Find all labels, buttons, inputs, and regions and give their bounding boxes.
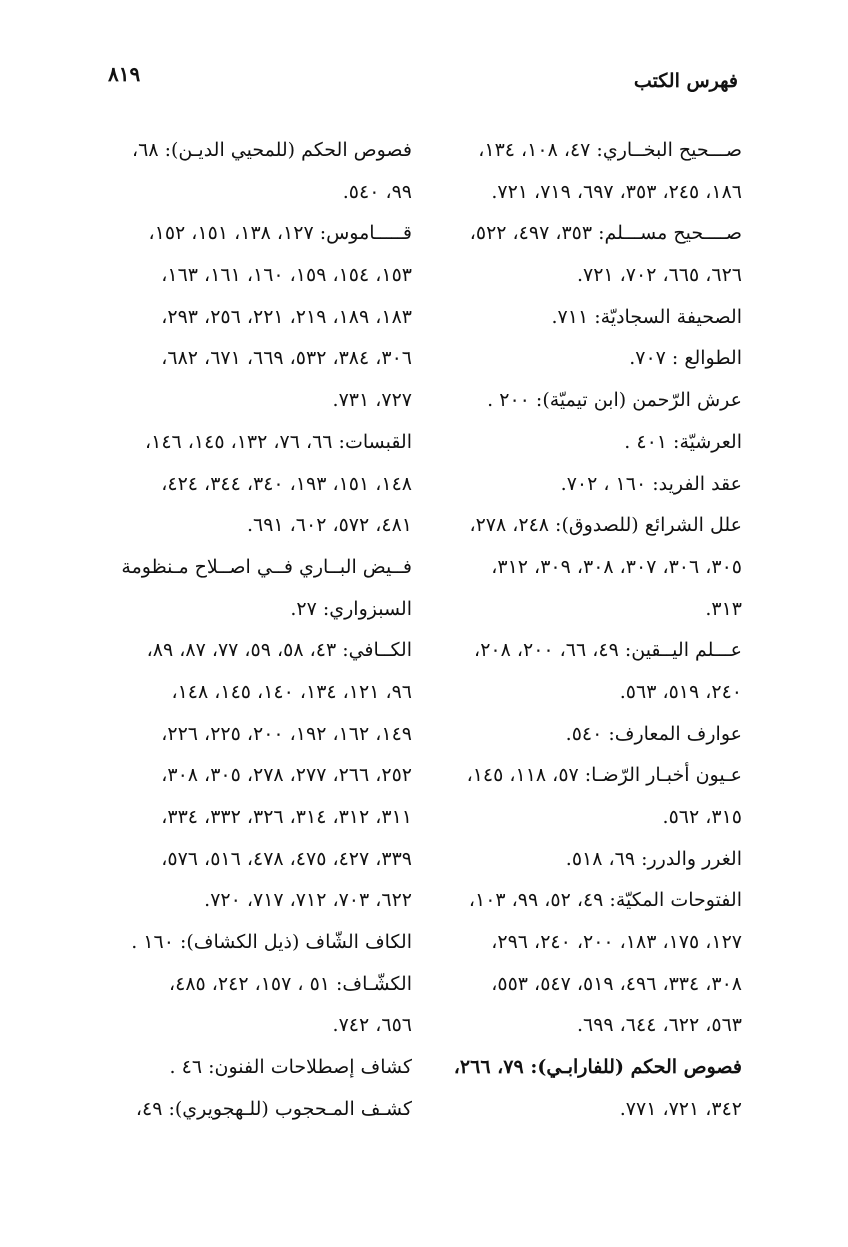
- running-header-title: فهرس الكتب: [633, 70, 738, 92]
- page-number: ٨١٩: [108, 62, 141, 86]
- index-entry-line: عـــلم اليــقين: ٤٩، ٦٦، ٢٠٠، ٢٠٨،: [474, 639, 742, 662]
- index-entry-line: ٩٦، ١٢١، ١٣٤، ١٤٠، ١٤٥، ١٤٨،: [171, 680, 412, 703]
- index-entry-line: ٣٠٦، ٣٨٤، ٥٣٢، ٦٦٩، ٦٧١، ٦٨٢،: [161, 347, 412, 370]
- index-entry-line: صــــحيح مســـلم: ٣٥٣، ٤٩٧، ٥٢٢،: [469, 222, 742, 245]
- index-entry-line: ٣٣٩، ٤٢٧، ٤٧٥، ٤٧٨، ٥١٦، ٥٧٦،: [161, 847, 412, 870]
- index-entry-line: كشاف إصطلاحات الفنون: ٤٦ .: [169, 1056, 412, 1079]
- index-entry-line: ١٤٨، ١٥١، ١٩٣، ٣٤٠، ٣٤٤، ٤٢٤،: [161, 472, 412, 495]
- index-entry-line: الغرر والدرر: ٦٩، ٥١٨.: [565, 847, 742, 870]
- index-entry-line: الطوالع : ٧٠٧.: [629, 347, 742, 370]
- index-entry-line: فصوص الحكم (للفارابـي): ٧٩، ٢٦٦،: [453, 1056, 742, 1079]
- index-entry-line: ٩٩، ٥٤٠.: [342, 180, 412, 203]
- index-entry-line: فصوص الحكم (للمحيي الديـن): ٦٨،: [131, 139, 412, 161]
- index-entry-line: ٧٢٧، ٧٣١.: [332, 389, 412, 412]
- index-entry-line: عرش الرّحمن (ابن تيميّة): ٢٠٠ .: [487, 389, 742, 412]
- index-entry-line: الصحيفة السجاديّة: ٧١١.: [551, 305, 742, 328]
- index-entry-line: ٢٤٠، ٥١٩، ٥٦٣.: [619, 680, 742, 703]
- index-entry-line: علل الشرائع (للصدوق): ٢٤٨، ٢٧٨،: [469, 514, 742, 537]
- index-entry-line: قـــــاموس: ١٢٧، ١٣٨، ١٥١، ١٥٢،: [148, 222, 412, 245]
- index-entry-line: ٣١٥، ٥٦٢.: [662, 806, 742, 828]
- index-entry-line: فــيض البــاري فــي اصــلاح مـنظومة: [121, 555, 412, 578]
- index-entry-line: عـيون أخبـار الرّضـا: ٥٧، ١١٨، ١٤٥،: [466, 764, 742, 787]
- index-entry-line: ٣٠٨، ٣٣٤، ٤٩٦، ٥١٩، ٥٤٧، ٥٥٣،: [491, 972, 742, 995]
- index-entry-line: ٣٠٥، ٣٠٦، ٣٠٧، ٣٠٨، ٣٠٩، ٣١٢،: [491, 555, 742, 578]
- index-entry-line: ٢٥٢، ٢٦٦، ٢٧٧، ٢٧٨، ٣٠٥، ٣٠٨،: [161, 764, 412, 787]
- index-entry-line: ٤٨١، ٥٧٢، ٦٠٢، ٦٩١.: [246, 514, 412, 537]
- index-entry-line: ١٢٧، ١٧٥، ١٨٣، ٢٠٠، ٢٤٠، ٢٩٦،: [491, 931, 742, 954]
- index-entry-line: ٦٢٦، ٦٦٥، ٧٠٢، ٧٢١.: [576, 264, 742, 287]
- index-entry-line: ١٨٦، ٢٤٥، ٣٥٣، ٦٩٧، ٧١٩، ٧٢١.: [491, 180, 742, 203]
- index-entry-line: ٥٦٣، ٦٢٢، ٦٤٤، ٦٩٩.: [576, 1014, 742, 1037]
- index-entry-line: الكــافي: ٤٣، ٥٨، ٥٩، ٧٧، ٨٧، ٨٩،: [146, 639, 412, 662]
- index-entry-line: عقد الفريد: ١٦٠ ، ٧٠٢.: [560, 472, 742, 495]
- index-entry-line: ٦٥٦، ٧٤٢.: [332, 1014, 412, 1037]
- index-column-right: [424, 130, 742, 1131]
- index-entry-line: ٣١٣.: [705, 597, 742, 620]
- index-entry-line: ٦٢٢، ٧٠٣، ٧١٢، ٧١٧، ٧٢٠.: [204, 889, 412, 912]
- index-entry-line: ١٨٣، ١٨٩، ٢١٩، ٢٢١، ٢٥٦، ٢٩٣،: [161, 305, 412, 328]
- index-entry-line: العرشيّة: ٤٠١ .: [624, 430, 742, 453]
- index-entry-line: عوارف المعارف: ٥٤٠.: [565, 722, 742, 745]
- index-entry-line: السبزواري: ٢٧.: [290, 597, 412, 620]
- index-entry-line: ٣٤٢، ٧٢١، ٧٧١.: [619, 1097, 742, 1120]
- index-column-left: [102, 130, 412, 1131]
- index-entry-line: ١٥٣، ١٥٤، ١٥٩، ١٦٠، ١٦١، ١٦٣،: [161, 264, 412, 287]
- index-entry-line: ١٤٩، ١٦٢، ١٩٢، ٢٠٠، ٢٢٥، ٢٢٦،: [161, 722, 412, 745]
- index-entry-line: الفتوحات المكيّة: ٤٩، ٥٢، ٩٩، ١٠٣،: [468, 889, 742, 912]
- index-entry-line: القبسات: ٦٦، ٧٦، ١٣٢، ١٤٥، ١٤٦،: [144, 430, 412, 453]
- index-entry-line: ٣١١، ٣١٢، ٣١٤، ٣٢٦، ٣٣٢، ٣٣٤،: [161, 806, 412, 828]
- index-entry-line: الكشّـاف: ٥١ ، ١٥٧، ٢٤٢، ٤٨٥،: [168, 972, 412, 995]
- index-entry-line: الكاف الشّاف (ذيل الكشاف): ١٦٠ .: [131, 931, 412, 954]
- index-entry-line: صـــحيح البخــاري: ٤٧، ١٠٨، ١٣٤،: [478, 139, 742, 161]
- index-entry-line: كشـف المـحجوب (للـهجويري): ٤٩،: [135, 1097, 412, 1120]
